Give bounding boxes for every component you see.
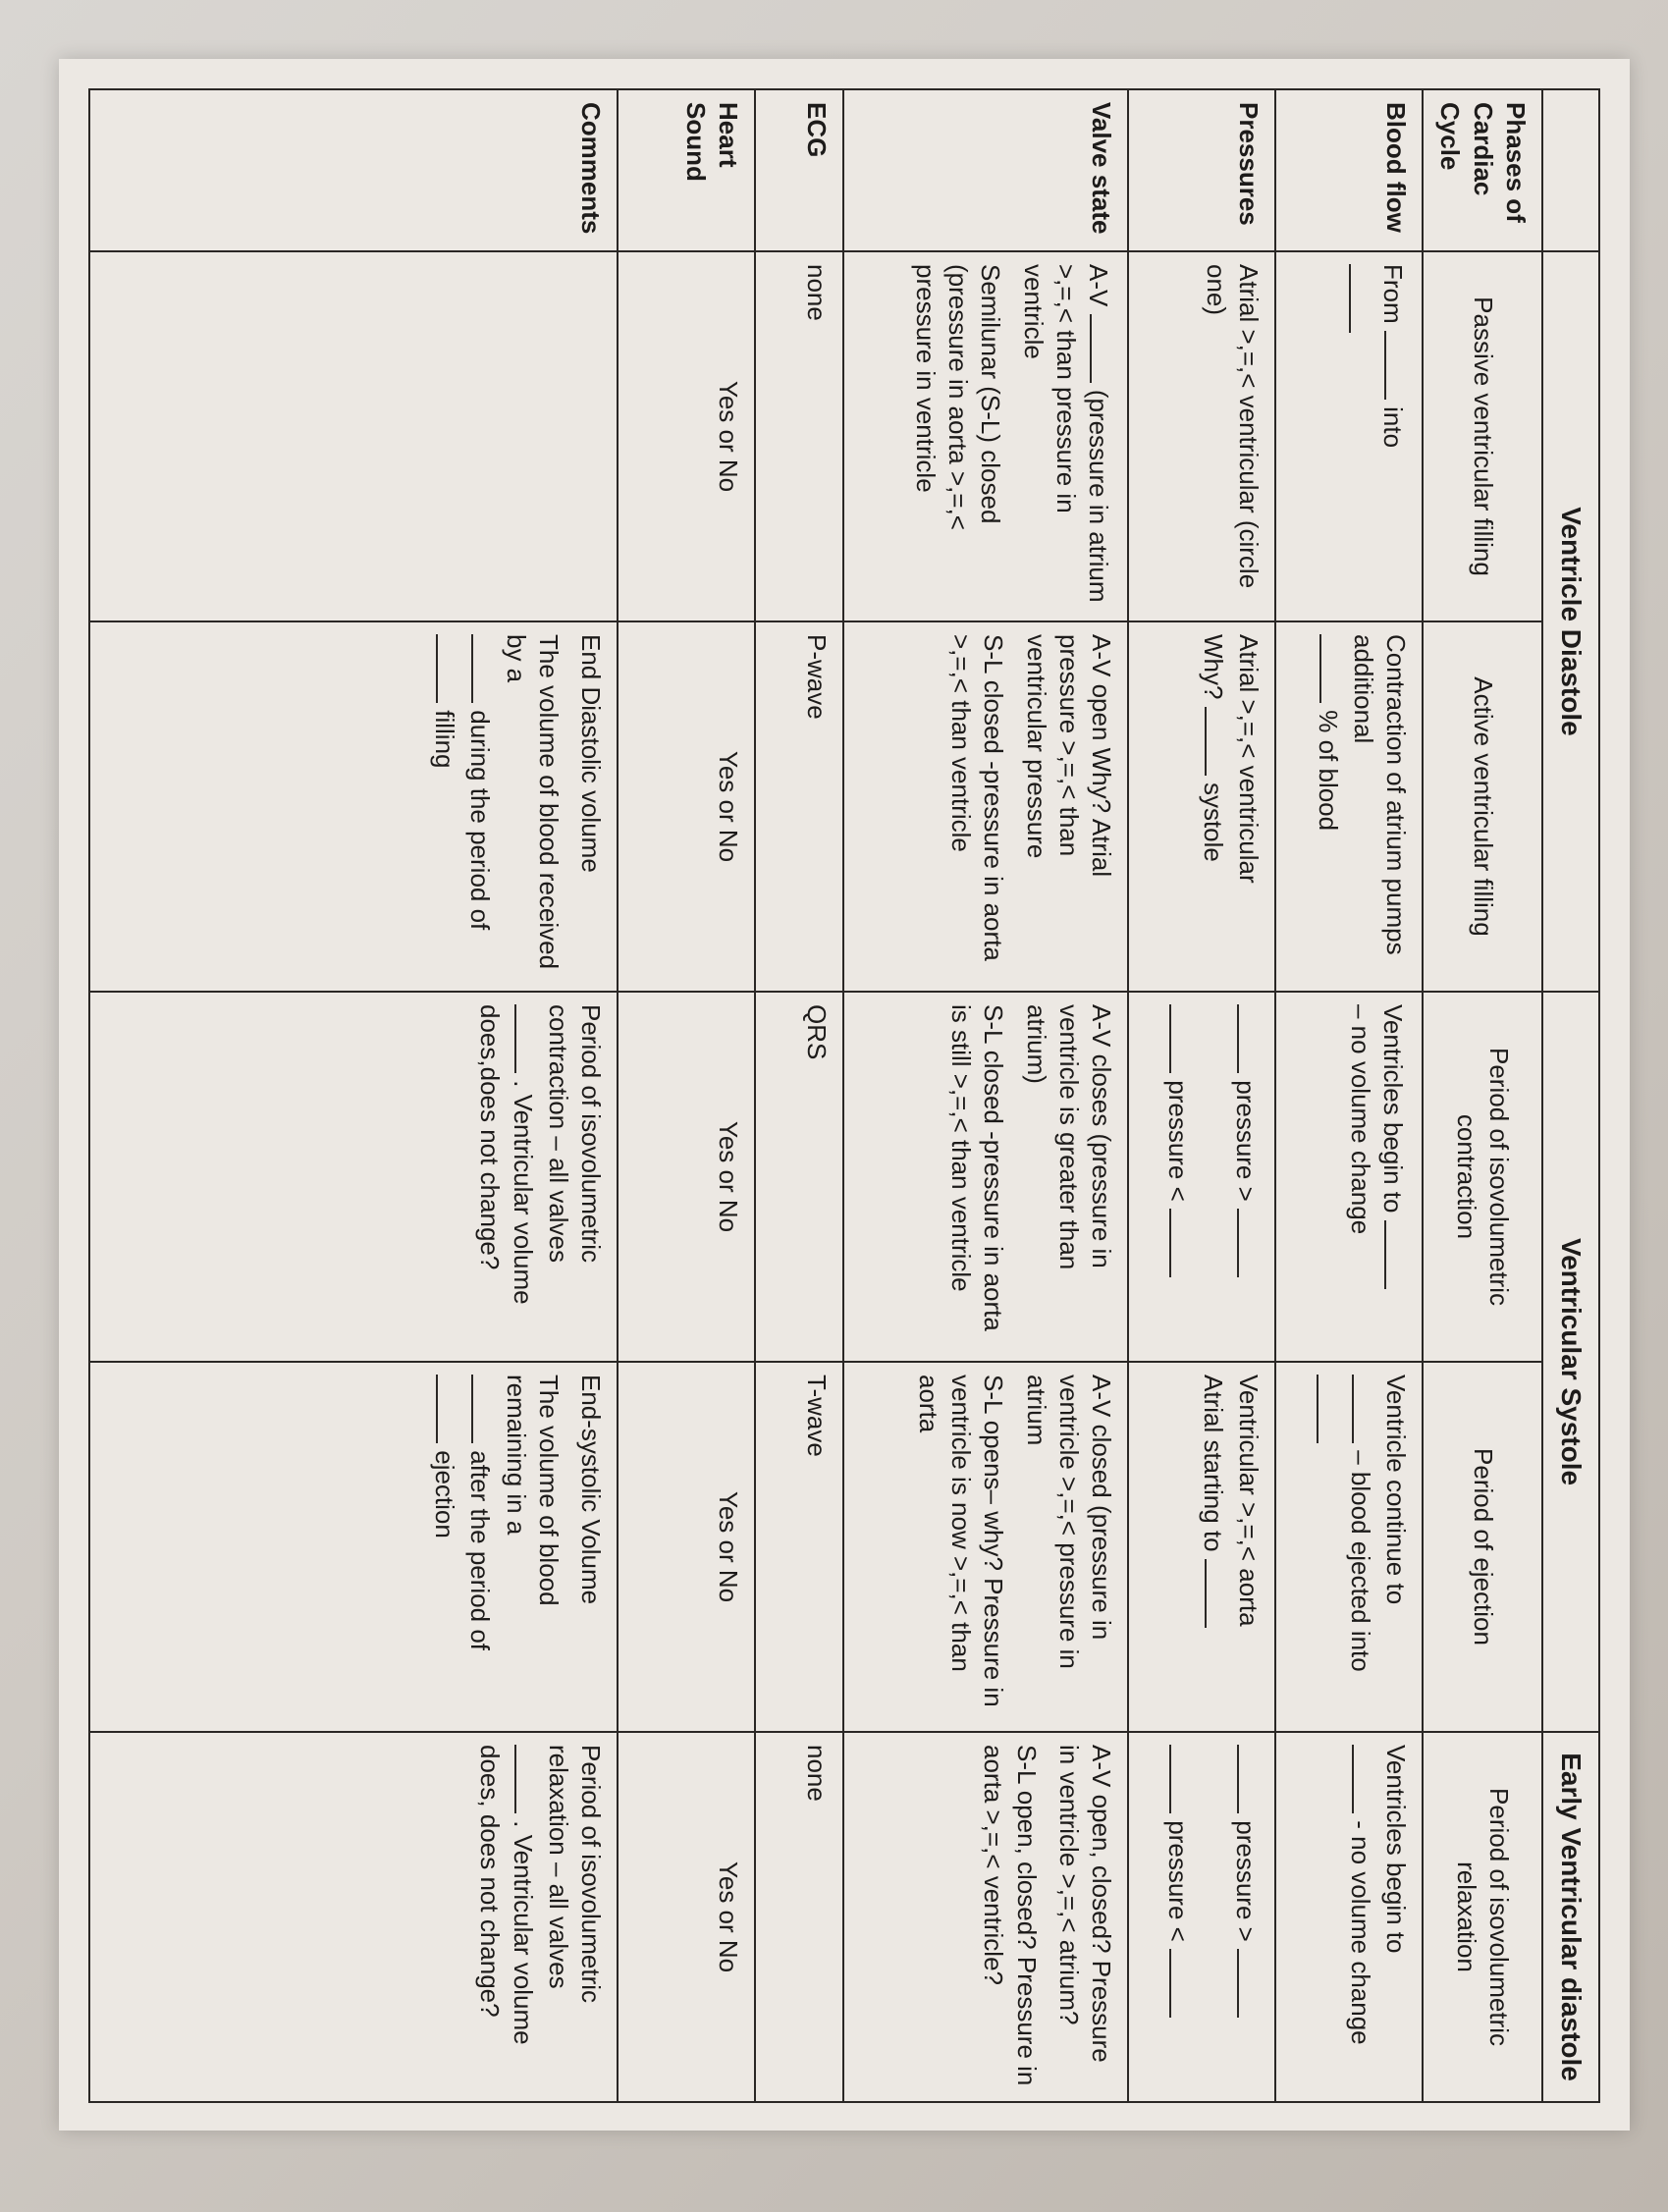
pressures-row xyxy=(1128,89,1275,2102)
answer-blank[interactable] xyxy=(1169,1209,1197,1277)
heart-sound-c4: Yes or No xyxy=(618,1362,755,1732)
answer-blank[interactable] xyxy=(1090,314,1117,383)
empty-corner xyxy=(1542,89,1599,251)
valve-state-c5 xyxy=(843,1732,1128,2102)
rotated-sheet xyxy=(59,59,1630,2131)
answer-blank[interactable] xyxy=(471,1375,499,1443)
text: Semilunar (S-L) closed (pressure in aorta >,=,< pressure in ventricle xyxy=(910,264,1006,530)
text: after the period of xyxy=(465,1450,496,1651)
heart-sound-c1: Yes or No xyxy=(618,251,755,621)
valve-state-row xyxy=(843,89,1128,2102)
answer-blank[interactable] xyxy=(1352,1745,1379,1813)
pressures-c5 xyxy=(1128,1732,1275,2102)
ecg-c4: T-wave xyxy=(755,1362,843,1732)
blood-flow-c4 xyxy=(1275,1362,1423,1732)
systole-header: Ventricular Systole xyxy=(1542,992,1599,1732)
answer-blank[interactable] xyxy=(1205,707,1232,776)
text: S-L opens– why? Pressure in ventricle is now >,=,< than aorta xyxy=(913,1375,1009,1707)
text: pressure < xyxy=(1162,1080,1193,1202)
answer-blank[interactable] xyxy=(1169,1004,1197,1073)
phase-passive-filling: Passive ventricular filling xyxy=(1423,251,1542,621)
text: (pressure in atrium >,=,< than pressure in ventricle xyxy=(1018,264,1114,603)
blood-flow-row xyxy=(1275,89,1423,2102)
blood-flow-c2 xyxy=(1275,621,1423,992)
answer-blank[interactable] xyxy=(1384,331,1412,400)
row-label-comments: Comments xyxy=(89,89,618,251)
comments-c4 xyxy=(89,1362,618,1732)
answer-blank[interactable] xyxy=(1205,1559,1232,1628)
pressures-c4 xyxy=(1128,1362,1275,1732)
text: From xyxy=(1378,264,1409,324)
text: Atrial >,=,< ventricular xyxy=(1234,634,1264,884)
heart-sound-c2: Yes or No xyxy=(618,621,755,992)
text: filling xyxy=(430,710,460,769)
diastole-header: Ventricle Diastole xyxy=(1542,251,1599,992)
text: A-V xyxy=(1084,264,1114,307)
ecg-c3: QRS xyxy=(755,992,843,1362)
text: Contraction of atrium pumps additional xyxy=(1348,634,1412,955)
text: during the period of xyxy=(465,710,496,931)
text: – blood ejected into xyxy=(1345,1450,1375,1672)
comments-c3 xyxy=(89,992,618,1362)
early-diastole-header: Early Ventricular diastole xyxy=(1542,1732,1599,2102)
answer-blank[interactable] xyxy=(1169,1745,1197,1813)
heart-sound-row xyxy=(618,89,755,2102)
text: End-systolic Volume xyxy=(576,1375,607,1605)
text: A-V open Why? Atrial pressure >,=,< than ventricular pressure xyxy=(1021,634,1117,878)
cardiac-cycle-table xyxy=(88,88,1600,2103)
answer-blank[interactable] xyxy=(514,1745,542,1813)
text: Ventricles begin to xyxy=(1381,1745,1412,1954)
text: S-L open, closed? Pressure in aorta >,=,< ventricle? xyxy=(979,1745,1042,2086)
blood-flow-c1 xyxy=(1275,251,1423,621)
text: The volume of blood received by a xyxy=(501,634,564,970)
comments-row xyxy=(89,89,618,2102)
answer-blank[interactable] xyxy=(1169,1949,1197,2018)
valve-state-c3 xyxy=(843,992,1128,1362)
phase-isovolumetric-relaxation: Period of isovolumetric relaxation xyxy=(1423,1732,1542,2102)
comments-c5 xyxy=(89,1732,618,2102)
row-label-heart-sound: Heart Sound xyxy=(618,89,755,251)
row-label-ecg: ECG xyxy=(755,89,843,251)
ecg-c1: none xyxy=(755,251,843,621)
text: pressure > xyxy=(1231,1080,1262,1202)
answer-blank[interactable] xyxy=(1237,1209,1264,1277)
answer-blank[interactable] xyxy=(1237,1745,1264,1813)
row-label-pressures: Pressures xyxy=(1128,89,1275,251)
phases-row xyxy=(1423,89,1542,2102)
text: Period of isovolumetric relaxation – all valves xyxy=(543,1745,607,2004)
answer-blank[interactable] xyxy=(1237,1949,1264,2018)
text: systole xyxy=(1198,782,1228,862)
text: A-V closed (pressure in ventricle >,=,< pressure in atrium xyxy=(1021,1375,1117,1669)
text: S-L closed -pressure in aorta is still >,=,< than ventricle xyxy=(946,1004,1009,1331)
phase-ejection: Period of ejection xyxy=(1423,1362,1542,1732)
answer-blank[interactable] xyxy=(471,634,499,703)
answer-blank[interactable] xyxy=(1317,1375,1344,1443)
valve-state-c1 xyxy=(843,251,1128,621)
heart-sound-c5: Yes or No xyxy=(618,1732,755,2102)
text: End Diastolic volume xyxy=(576,634,607,873)
text: A-V closes (pressure in ventricle is greater than atrium) xyxy=(1021,1004,1117,1270)
blood-flow-c3 xyxy=(1275,992,1423,1362)
text: into xyxy=(1378,406,1409,449)
valve-state-c2 xyxy=(843,621,1128,992)
row-label-blood-flow: Blood flow xyxy=(1275,89,1423,251)
answer-blank[interactable] xyxy=(514,1004,542,1073)
text: A-V open, closed? Pressure in ventricle >,=,< atrium? xyxy=(1053,1745,1117,2063)
group-header-row xyxy=(1542,89,1599,2102)
text: . Ventricular volume does, does not change? xyxy=(475,1745,538,2045)
ecg-c2: P-wave xyxy=(755,621,843,992)
phase-isovolumetric-contraction: Period of isovolumetric contraction xyxy=(1423,992,1542,1362)
text: Ventricular >,=,< aorta xyxy=(1234,1375,1264,1627)
pressures-c2 xyxy=(1128,621,1275,992)
blood-flow-c5 xyxy=(1275,1732,1423,2102)
text: The volume of blood remaining in a xyxy=(501,1375,564,1606)
row-label-valve-state: Valve state xyxy=(843,89,1128,251)
text: S-L closed -pressure in aorta >,=,< than ventricle xyxy=(946,634,1009,961)
ecg-row xyxy=(755,89,843,2102)
text: pressure < xyxy=(1162,1820,1193,1942)
text: Atrial starting to xyxy=(1198,1375,1228,1552)
worksheet-paper xyxy=(59,59,1630,2131)
text: - no volume change xyxy=(1345,1820,1375,2045)
text xyxy=(1016,264,1117,609)
heart-sound-c3: Yes or No xyxy=(618,992,755,1362)
text: pressure > xyxy=(1231,1820,1262,1942)
comments-c1 xyxy=(89,251,618,621)
answer-blank[interactable] xyxy=(436,634,463,703)
answer-blank[interactable] xyxy=(1237,1004,1264,1073)
phase-active-filling: Active ventricular filling xyxy=(1423,621,1542,992)
text: Ventricle continue to xyxy=(1381,1375,1412,1605)
text: . Ventricular volume does,does not change? xyxy=(475,1004,538,1305)
answer-blank[interactable] xyxy=(1349,264,1376,333)
ecg-c5: none xyxy=(755,1732,843,2102)
text: Ventricles begin to xyxy=(1378,1004,1409,1214)
answer-blank[interactable] xyxy=(1319,634,1347,703)
row-label-phases: Phases of Cardiac Cycle xyxy=(1423,89,1542,251)
answer-blank[interactable] xyxy=(436,1375,463,1443)
text: ejection xyxy=(430,1450,460,1538)
answer-blank[interactable] xyxy=(1352,1375,1379,1443)
valve-state-c4 xyxy=(843,1362,1128,1732)
text: Why? xyxy=(1198,634,1228,700)
text: % of blood xyxy=(1313,710,1343,832)
answer-blank[interactable] xyxy=(1384,1220,1412,1289)
text: – no volume change xyxy=(1345,1004,1375,1235)
comments-c2 xyxy=(89,621,618,992)
pressures-c3 xyxy=(1128,992,1275,1362)
pressures-c1: Atrial >,=,< ventricular (circle one) xyxy=(1128,251,1275,621)
text: Period of isovolumetric contraction – all valves xyxy=(543,1004,607,1264)
